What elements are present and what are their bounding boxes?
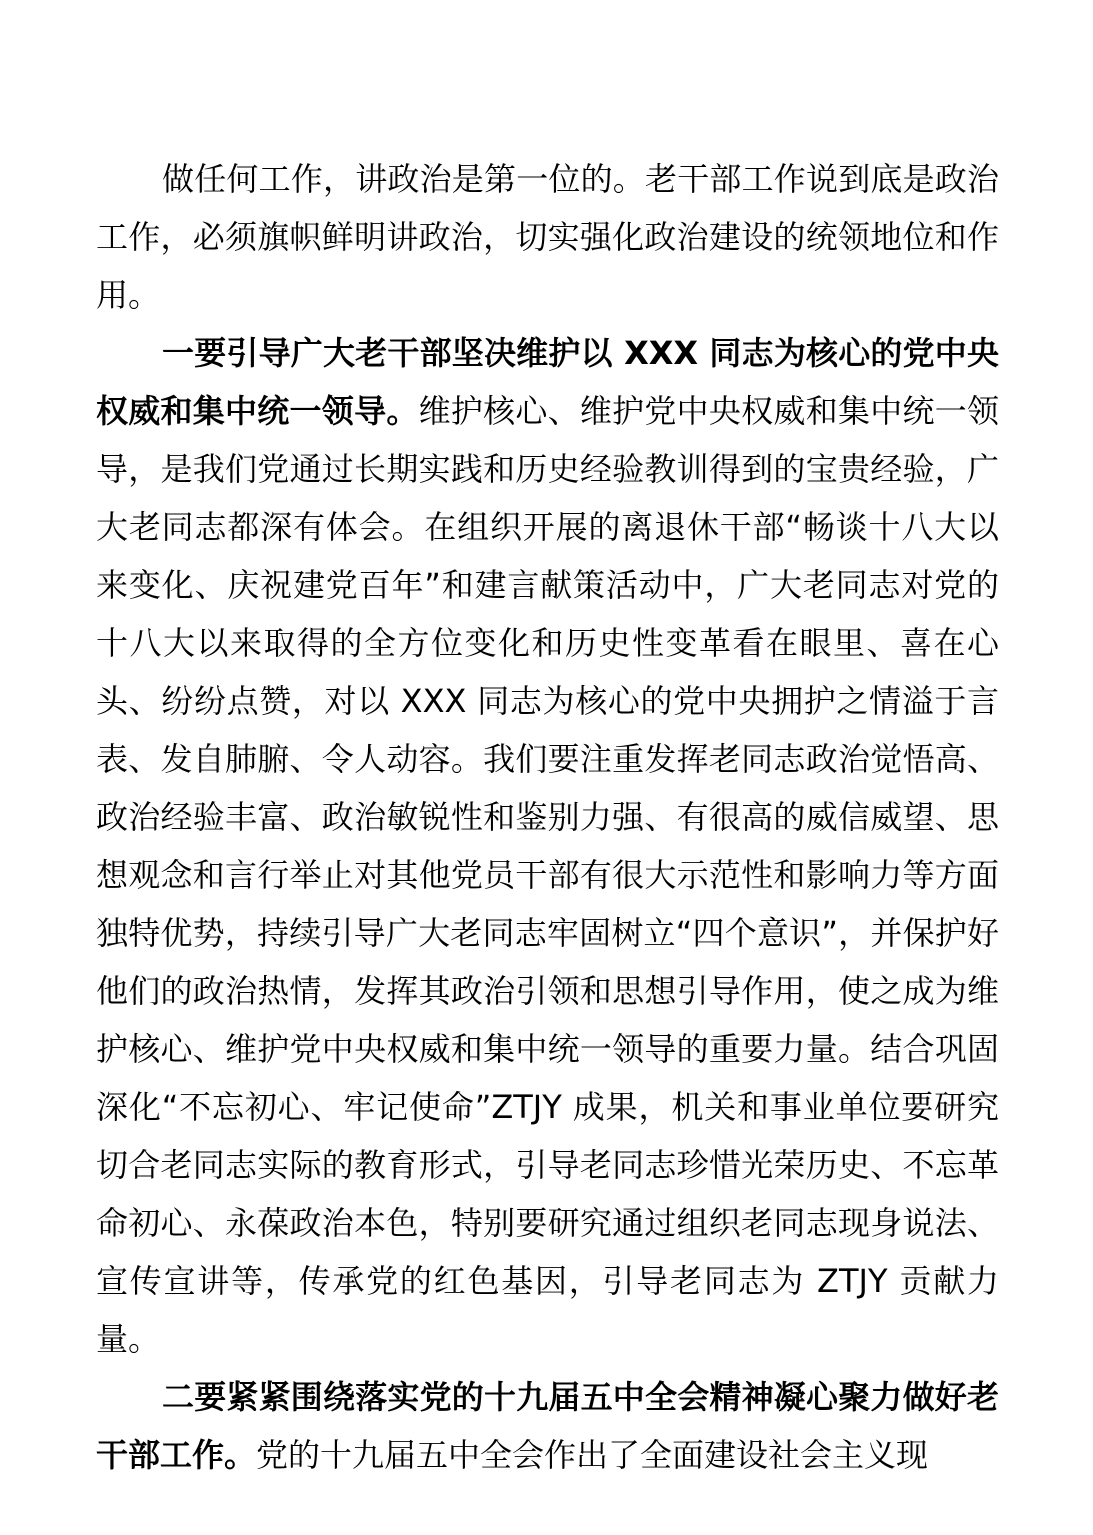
paragraph-2-body: 维护核心、维护党中央权威和集中统一领导，是我们党通过长期实践和历史经验教训得到的宝贵经验，广大老同志都深有体会。在组织开展的离退休干部“畅谈十八大以来变化、庆祝建党百年”和建言献策活动中，广大老同志对党的十八大以来取得的全方位变化和历史性变革看在眼里、喜在心头、纷纷点赞，对以 XXX 同志为核心的党中央拥护之情溢于言表、发自肺腑、令人动容。我们要注重发挥老同志政治觉悟高、政治经验丰富、政治敏锐性和鉴别力强、有很高的威信威望、思想观念和言行举止对其他党员干部有很大示范性和影响力等方面独特优势，持续引导广大老同志牢固树立“四个意识”，并保护好他们的政治热情，发挥其政治引领和思想引导作用，使之成为维护核心、维护党中央权威和集中统一领导的重要力量。结合巩固深化“不忘初心、牢记使命”ZTJY 成果，机关和事业单位要研究切合老同志实际的教育形式，引导老同志珍惜光荣历史、不忘革命初心、永葆政治本色，特别要研究通过组织老同志现身说法、宣传宣讲等，传承党的红色基因，引导老同志为 ZTJY 贡献力量。 bbox=[96, 392, 999, 1358]
paragraph-3-heading: 二要紧紧围绕落实党的十九届五中全会精神凝心聚力做好老干部工作。 bbox=[96, 1378, 999, 1474]
paragraph-intro bbox=[96, 150, 999, 324]
paragraph-3-body: 党的十九届五中全会作出了全面建设社会主义现 bbox=[256, 1436, 929, 1474]
paragraph-2-heading: 一要引导广大老干部坚决维护以 XXX 同志为核心的党中央权威和集中统一领导。 bbox=[96, 334, 999, 430]
paragraph-1-body: 做任何工作，讲政治是第一位的。老干部工作说到底是政治工作，必须旗帜鲜明讲政治，切实强化政治建设的统领地位和作用。 bbox=[96, 160, 999, 314]
paragraph-point-one bbox=[96, 324, 999, 1368]
paragraph-point-two bbox=[96, 1368, 999, 1484]
document-page bbox=[96, 150, 999, 1484]
